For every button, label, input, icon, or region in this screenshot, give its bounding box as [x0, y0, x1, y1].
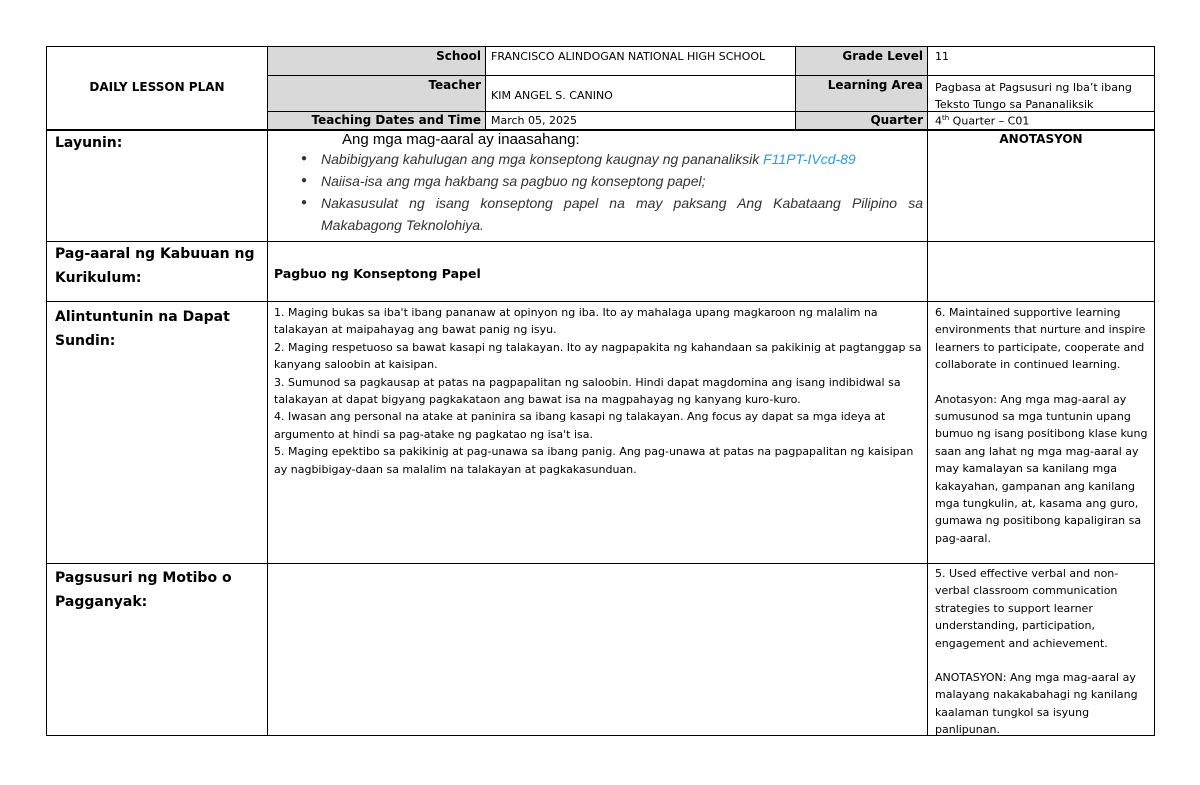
bullet-icon: ● [301, 153, 308, 164]
objective-item: ● Nakasusulat ng isang konseptong papel na may paksang Ang Kabataang Pilipino sa Makabagong Teknolohiya. [298, 192, 923, 236]
annotation-indicator: 5. Used effective verbal and non-verbal classroom communication strategies to support learner understanding, participation, engagement and achievement. [935, 567, 1119, 650]
objectives-intro: Ang mga mag-aaral ay inaasahang: [342, 131, 580, 148]
objective-item: ● Nabibigyang kahulugan ang mga konseptong kaugnay ng pananaliksik F11PT-IVcd-89 [298, 148, 923, 170]
lesson-plan-title: DAILY LESSON PLAN [89, 80, 225, 94]
competency-code: F11PT-IVcd-89 [763, 151, 856, 167]
kabuuan-content: Pagbuo ng Konseptong Papel [274, 266, 481, 281]
objectives-list [298, 148, 923, 236]
kabuuan-label: Pag-aaral ng Kabuuan ng Kurikulum: [55, 246, 255, 286]
teaching-dates-value: March 05, 2025 [491, 114, 578, 127]
learning-area-label: Learning Area [827, 78, 923, 92]
annotation-header: ANOTASYON [999, 132, 1083, 146]
rule-item: 5. Maging epektibo sa pakikinig at pag-unawa sa ibang panig. Ang pag-unawa at patas na pagpapalitan ng kaisipan ay nagbibigay-daan sa malalim na talakayan at pagkakasunduan. [274, 445, 914, 476]
rule-item: 1. Maging bukas sa iba't ibang pananaw at opinyon ng iba. Ito ay mahalaga upang magkaroon ng malalim na talakayan at maipahayag ang bawat panig ng isyu. [274, 306, 878, 337]
alintuntunin-label: Alintuntunin na Dapat Sundin: [55, 309, 230, 349]
grade-level-label: Grade Level [842, 49, 923, 63]
motibo-label: Pagsusuri ng Motibo o Pagganyak: [55, 570, 232, 610]
rule-item: 4. Iwasan ang personal na atake at paninira sa ibang kasapi ng talakayan. Ang focus ay dapat sa mga ideya at argumento at hindi sa pag-atake ng pagkatao ng isa't isa. [274, 410, 886, 441]
school-value: FRANCISCO ALINDOGAN NATIONAL HIGH SCHOOL [491, 50, 766, 63]
motibo-annotation [935, 565, 1149, 739]
learning-area-value: Pagbasa at Pagsusuri ng Iba’t ibang Teksto Tungo sa Pananaliksik [935, 81, 1132, 111]
quarter-label: Quarter [870, 113, 923, 127]
annotation-text: ANOTASYON: Ang mga mag-aaral ay malayang nakakabahagi ng kanilang kaalaman tungkol sa isyung panlipunan. [935, 671, 1138, 737]
annotation-text: Anotasyon: Ang mga mag-aaral ay sumusunod sa mga tuntunin upang bumuo ng isang positibong klase kung saan ang lahat ng mga mag-aaral ay may kamalayan sa kanilang mga kakayahan, gampanan ang kanilang mga tungkulin, at, kasama ang guro, gumawa ng positibong kapaligiran sa pag-aaral. [935, 392, 1148, 545]
quarter-number: 4 [935, 114, 942, 128]
layunin-label: Layunin: [55, 135, 123, 151]
bullet-icon: ● [301, 175, 308, 186]
school-label: School [436, 49, 481, 63]
grade-level-value: 11 [935, 50, 949, 63]
alintuntunin-annotation [935, 304, 1149, 547]
rules-list [274, 304, 922, 478]
quarter-suffix: th [942, 114, 950, 122]
objectives-block [298, 131, 923, 236]
bullet-icon: ● [301, 197, 308, 208]
quarter-text: Quarter – C01 [949, 114, 1030, 128]
teaching-dates-label: Teaching Dates and Time [311, 113, 481, 127]
quarter-value [935, 114, 1145, 128]
rule-item: 2. Maging respetuoso sa bawat kasapi ng talakayan. Ito ay nagpapakita ng kahandaan sa pakikinig at pagtanggap sa kanyang saloobin at kaisipan. [274, 340, 922, 372]
objective-item: ● Naiisa-isa ang mga hakbang sa pagbuo ng konseptong papel; [298, 170, 923, 192]
teacher-value: KIM ANGEL S. CANINO [491, 89, 613, 102]
annotation-indicator: 6. Maintained supportive learning environments that nurture and inspire learners to participate, cooperate and collaborate in continued learning. [935, 306, 1146, 372]
teacher-label: Teacher [428, 78, 481, 92]
rule-item: 3. Sumunod sa pagkausap at patas na pagpapalitan ng saloobin. Hindi dapat magdomina ang isang indibidwal sa talakayan at dapat bigyang pagkakataon ang bawat isa na magpahayag ng kanyang kuro-kuro. [274, 375, 901, 407]
